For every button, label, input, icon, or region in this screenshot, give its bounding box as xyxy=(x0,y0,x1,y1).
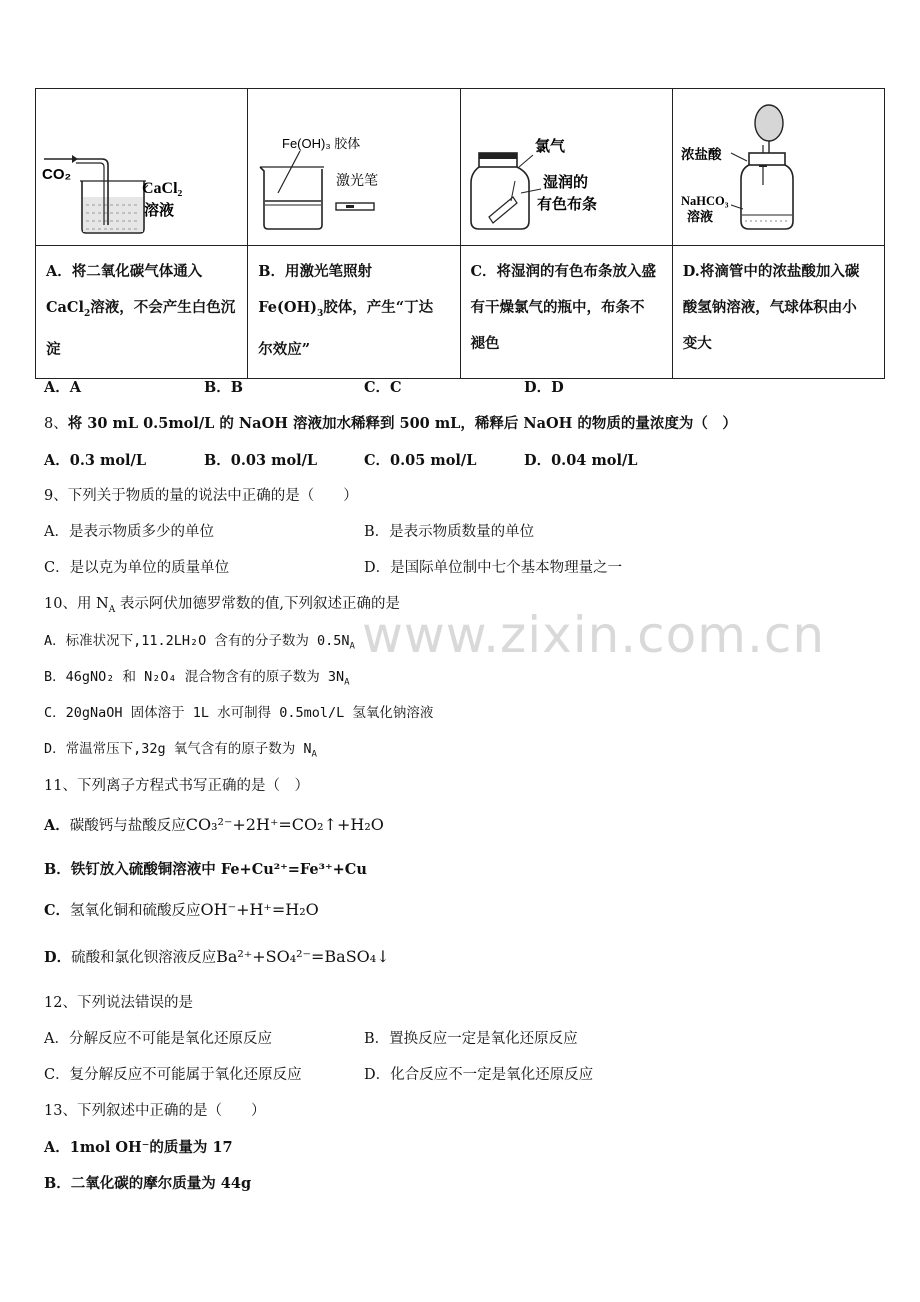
q7-option-a: A．A xyxy=(44,379,82,396)
laser-label: 激光笔 xyxy=(336,173,379,189)
cloth-label-2: 有色布条 xyxy=(536,195,597,213)
co2-label: CO₂ xyxy=(42,166,72,183)
colloid-label: Fe(OH)₃ 胶体 xyxy=(282,136,361,151)
option-d-cell xyxy=(672,246,884,379)
cell-c-line3: 褪色 xyxy=(470,335,500,352)
cell-a-line2: CaCl$_2$溶液，不会产生白色沉 xyxy=(46,299,236,319)
q13-option-a: A．1mol OH⁻的质量为 17 xyxy=(44,1139,233,1156)
question7-table xyxy=(35,88,885,379)
q11-option-d: D．硫酸和氯化钡溶液反应Ba²⁺+SO₄²⁻=BaSO₄↓ xyxy=(44,947,390,966)
cell-b-line3: 尔效应” xyxy=(258,340,311,358)
figure-a-diagram xyxy=(36,89,252,245)
q10-stem: 10、用 $N_A$ 表示阿伏加德罗常数的值,下列叙述正确的是 xyxy=(44,596,400,615)
q7-option-b: B．B xyxy=(204,379,244,396)
nahco3-label: NaHCO₃ xyxy=(680,194,729,208)
q13-stem: 13、下列叙述中正确的是（ ） xyxy=(44,1103,266,1119)
acid-label: 浓盐酸 xyxy=(680,147,722,163)
chlorine-label: 氯气 xyxy=(534,137,565,155)
q10-option-c: C．20gNaOH 固体溶于 1L 水可制得 0.5mol/L 氢氧化钠溶液 xyxy=(44,705,434,721)
cell-d-line3: 变大 xyxy=(682,335,712,352)
q9-option-a: A．是表示物质多少的单位 xyxy=(44,524,214,540)
q7-option-d: D．D xyxy=(524,379,564,396)
figure-d-cell xyxy=(672,89,884,246)
q8-option-d: D．0.04 mol/L xyxy=(524,452,638,469)
q9-option-c: C．是以克为单位的质量单位 xyxy=(44,560,230,576)
q12-option-a: A．分解反应不可能是氧化还原反应 xyxy=(44,1031,272,1047)
q12-option-b: B．置换反应一定是氧化还原反应 xyxy=(364,1031,578,1047)
q11-option-c: C．氢氧化铜和硫酸反应OH⁻+H⁺=H₂O xyxy=(44,900,319,919)
q8-option-b: B．0.03 mol/L xyxy=(204,452,318,469)
cell-c-line2: 有干燥氯气的瓶中，布条不 xyxy=(470,299,645,316)
q7-option-c: C．C xyxy=(364,379,402,396)
figure-c-cell xyxy=(460,89,672,246)
q8-stem: 8、将 30 mL 0.5mol/L 的 NaOH 溶液加水稀释到 500 mL，稀释后 NaOH 的物质的量浓度为（ ） xyxy=(44,415,737,432)
q12-option-c: C．复分解反应不可能属于氧化还原反应 xyxy=(44,1067,302,1083)
q10-option-b: B．46gNO₂ 和 N₂O₄ 混合物含有的原子数为 $3N_A$ xyxy=(44,669,350,688)
q9-option-d: D．是国际单位制中七个基本物理量之一 xyxy=(364,560,623,576)
q11-option-b: B．铁钉放入硫酸铜溶液中 Fe+Cu²⁺=Fe³⁺+Cu xyxy=(44,861,367,878)
q12-stem: 12、下列说法错误的是 xyxy=(44,995,193,1011)
cell-c-line1: C．将湿润的有色布条放入盛 xyxy=(470,263,657,280)
q9-stem: 9、下列关于物质的量的说法中正确的是（ ） xyxy=(44,488,358,504)
q8-option-c: C．0.05 mol/L xyxy=(364,452,477,469)
figure-c-diagram xyxy=(461,89,681,245)
solution-label-a: 溶液 xyxy=(144,201,175,219)
option-b-cell xyxy=(248,246,460,379)
solution-label-d: 溶液 xyxy=(686,210,713,225)
q8-option-a: A．0.3 mol/L xyxy=(44,452,147,469)
figure-a-cell xyxy=(36,89,248,246)
cell-d-line2: 酸氢钠溶液，气球体积由小 xyxy=(682,299,857,316)
cell-a-line3: 淀 xyxy=(46,340,61,358)
figure-b-diagram xyxy=(248,89,444,245)
figure-d-diagram xyxy=(673,89,889,245)
q10-option-a: A．标准状况下,11.2LH₂O 含有的分子数为 $0.5N_A$ xyxy=(44,633,355,652)
q9-option-b: B．是表示物质数量的单位 xyxy=(364,524,535,540)
cacl2-label: CaCl₂ xyxy=(142,180,183,197)
q10-option-d: D．常温常压下,32g 氧气含有的原子数为 $N_A$ xyxy=(44,741,317,760)
cell-b-line2: $Fe(OH)_3$胶体，产生“丁达 xyxy=(258,299,434,319)
watermark: www.zixin.com.cn xyxy=(362,606,826,664)
option-a-cell xyxy=(36,246,248,379)
cell-b-line1: B．用激光笔照射 xyxy=(258,263,373,280)
cell-d-line1: D.将滴管中的浓盐酸加入碳 xyxy=(682,263,860,280)
q11-stem: 11、下列离子方程式书写正确的是（ ） xyxy=(44,778,309,794)
q11-option-a: A．碳酸钙与盐酸反应CO₃²⁻+2H⁺=CO₂↑+H₂O xyxy=(44,815,384,834)
q13-option-b: B．二氧化碳的摩尔质量为 44g xyxy=(44,1175,252,1192)
q12-option-d: D．化合反应不一定是氧化还原反应 xyxy=(364,1067,594,1083)
cloth-label-1: 湿润的 xyxy=(542,173,588,191)
cell-a-line1: A．将二氧化碳气体通入 xyxy=(46,263,203,280)
figure-b-cell xyxy=(248,89,460,246)
option-c-cell xyxy=(460,246,672,379)
